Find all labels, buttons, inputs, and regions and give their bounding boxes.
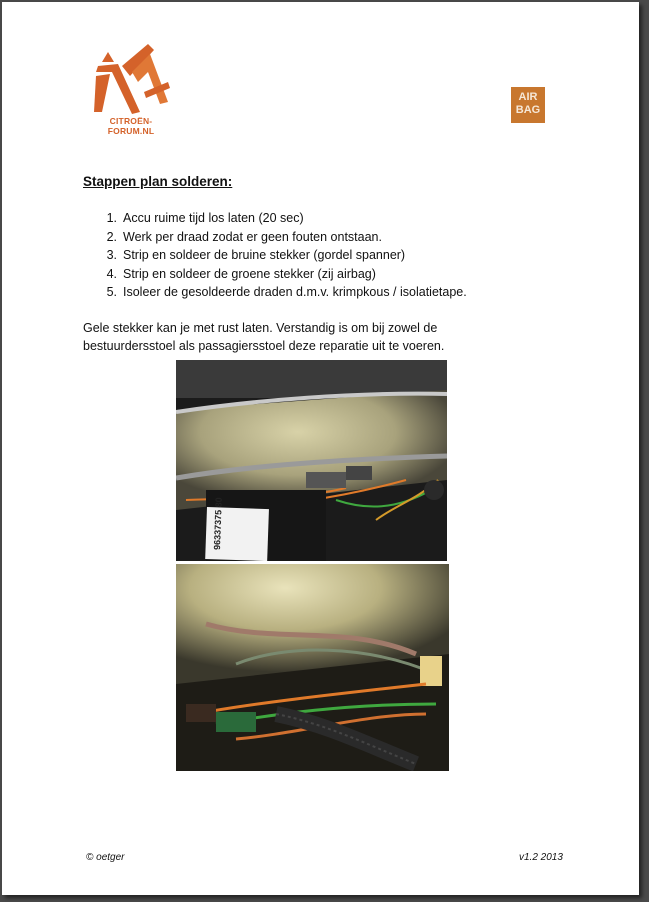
step-text: Werk per draad zodat er geen fouten ontstaan.: [123, 229, 382, 244]
list-item: [83, 246, 467, 265]
citroen-forum-logo: [88, 42, 174, 136]
logo-figure-icon: [88, 42, 174, 118]
step-number: 5.: [106, 285, 117, 299]
badge-line-2: BAG: [515, 104, 541, 116]
photo-label-text: 96337375 80: [212, 497, 224, 551]
photo-seat-wiring-2: [176, 564, 449, 771]
step-text: Strip en soldeer de bruine stekker (gordel spanner): [123, 248, 406, 262]
list-item: [83, 209, 467, 228]
steps-list: [83, 209, 467, 302]
document-page: [2, 2, 639, 895]
list-item: [83, 228, 467, 247]
list-item: [83, 265, 467, 284]
list-item: [83, 283, 467, 302]
step-number: 4.: [106, 266, 117, 281]
step-number: 1.: [106, 211, 117, 225]
footer-version: v1.2 2013: [519, 852, 563, 863]
logo-text: CITROËN-FORUM.NL: [107, 116, 155, 136]
section-heading: Stappen plan solderen:: [83, 174, 233, 189]
footer-author: © oetger: [86, 852, 125, 863]
note-paragraph: Gele stekker kan je met rust laten. Verstandig is om bij zowel de bestuurdersstoel als passagiersstoel deze reparatie uit te voeren.: [83, 321, 445, 353]
step-text: Accu ruime tijd los laten (20 sec): [123, 211, 304, 225]
badge-line-1: AIR: [518, 91, 538, 103]
step-text: Isoleer de gesoldeerde draden d.m.v. krimpkous / isolatietape.: [123, 285, 467, 299]
step-text: Strip en soldeer de groene stekker (zij airbag): [123, 266, 376, 281]
photo-seat-wiring-1: [176, 360, 447, 561]
airbag-badge: [511, 87, 545, 123]
step-number: 3.: [106, 248, 117, 262]
step-number: 2.: [106, 229, 117, 244]
